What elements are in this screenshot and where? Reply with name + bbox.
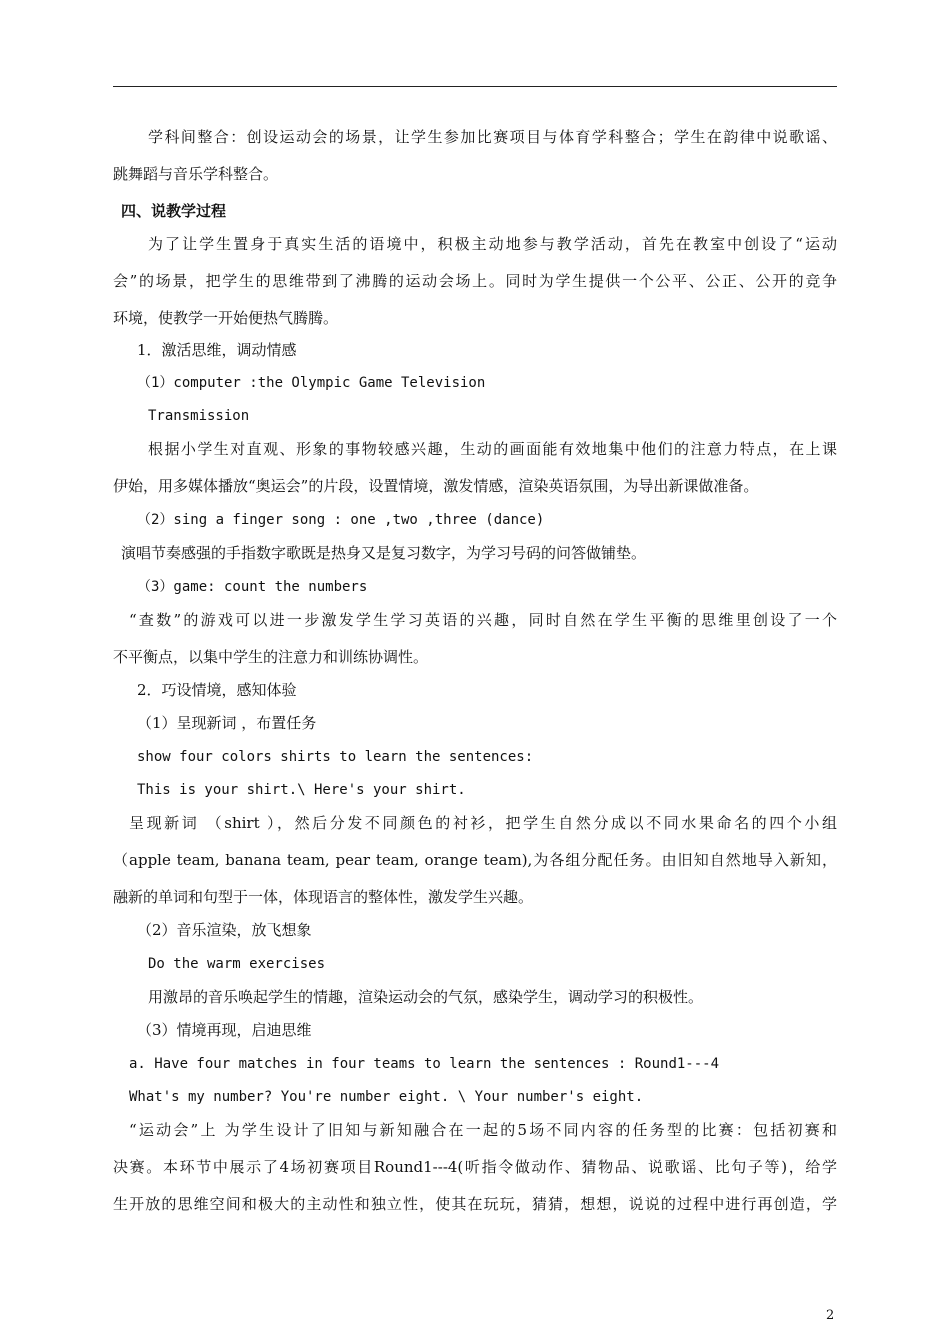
paragraph-line: Transmission [148, 408, 250, 424]
paragraph-line: 伊始，用多媒体播放“奥运会”的片段，设置情境，激发情感，渲染英语氛围，为导出新课做准备。 [113, 477, 759, 495]
header-rule [113, 86, 837, 87]
paragraph-line: 用激昂的音乐唤起学生的情趣，渲染运动会的气氛，感染学生，调动学习的积极性。 [148, 988, 704, 1006]
paragraph-line: （1）呈现新词 ，布置任务 [137, 714, 317, 732]
section-heading: 四、说教学过程 [121, 202, 227, 220]
paragraph-line: 会”的场景，把学生的思维带到了沸腾的运动会场上。同时为学生提供一个公平、公正、公开的竞争 [113, 272, 837, 290]
paragraph-line: a. Have four matches in four teams to learn the sentences : Round1---4 [129, 1056, 720, 1072]
paragraph-line: 决赛。本环节中展示了4场初赛项目Round1---4(听指令做动作、猜物品、说歌谣、比句子等)，给学 [113, 1158, 837, 1176]
paragraph-line: （1）computer :the Olympic Game Television [137, 375, 486, 391]
paragraph-line: This is your shirt.\ Here's your shirt. [137, 782, 466, 798]
subsection-heading: 1．激活思维，调动情感 [137, 341, 297, 359]
paragraph-line: show four colors shirts to learn the sentences: [137, 749, 534, 765]
paragraph-line: “运动会”上 为学生设计了旧知与新知融合在一起的5场不同内容的任务型的比赛：包括初赛和 [129, 1121, 837, 1139]
paragraph-line: （apple team, banana team, pear team, orange team),为各组分配任务。由旧知自然地导入新知， [113, 851, 837, 869]
paragraph-line: （2）sing a finger song : one ,two ,three (dance) [137, 512, 545, 528]
paragraph-line: 跳舞蹈与音乐学科整合。 [113, 165, 279, 183]
paragraph-line: 生开放的思维空间和极大的主动性和独立性，使其在玩玩，猜猜，想想，说说的过程中进行再创造，学 [113, 1195, 837, 1213]
paragraph-line: 不平衡点，以集中学生的注意力和训练协调性。 [113, 648, 429, 666]
paragraph-line: （3）情境再现，启迪思维 [137, 1021, 312, 1039]
subsection-heading: 2．巧设情境，感知体验 [137, 681, 297, 699]
paragraph-line: （3）game: count the numbers [137, 579, 368, 595]
paragraph-line: 融新的单词和句型于一体，体现语言的整体性，激发学生兴趣。 [113, 888, 534, 906]
paragraph-line: 根据小学生对直观、形象的事物较感兴趣，生动的画面能有效地集中他们的注意力特点，在上课 [148, 440, 837, 458]
paragraph-line: 演唱节奏感强的手指数字歌既是热身又是复习数字，为学习号码的问答做铺垫。 [121, 544, 647, 562]
page-number: 2 [826, 1308, 835, 1323]
paragraph-line: Do the warm exercises [148, 956, 326, 972]
paragraph-line: 环境，使教学一开始便热气腾腾。 [113, 309, 339, 327]
paragraph-line: 为了让学生置身于真实生活的语境中，积极主动地参与教学活动，首先在教室中创设了“运动 [148, 235, 837, 253]
paragraph-line: （2）音乐渲染，放飞想象 [137, 921, 312, 939]
paragraph-line: 学科间整合：创设运动会的场景，让学生参加比赛项目与体育学科整合；学生在韵律中说歌谣、 [148, 128, 837, 146]
paragraph-line: “查数”的游戏可以进一步激发学生学习英语的兴趣，同时自然在学生平衡的思维里创设了一个 [129, 611, 837, 629]
paragraph-line: What's my number? You're number eight. \ Your number's eight. [129, 1089, 644, 1105]
paragraph-line: 呈现新词 （shirt ），然后分发不同颜色的衬衫，把学生自然分成以不同水果命名的四个小组 [129, 814, 837, 832]
